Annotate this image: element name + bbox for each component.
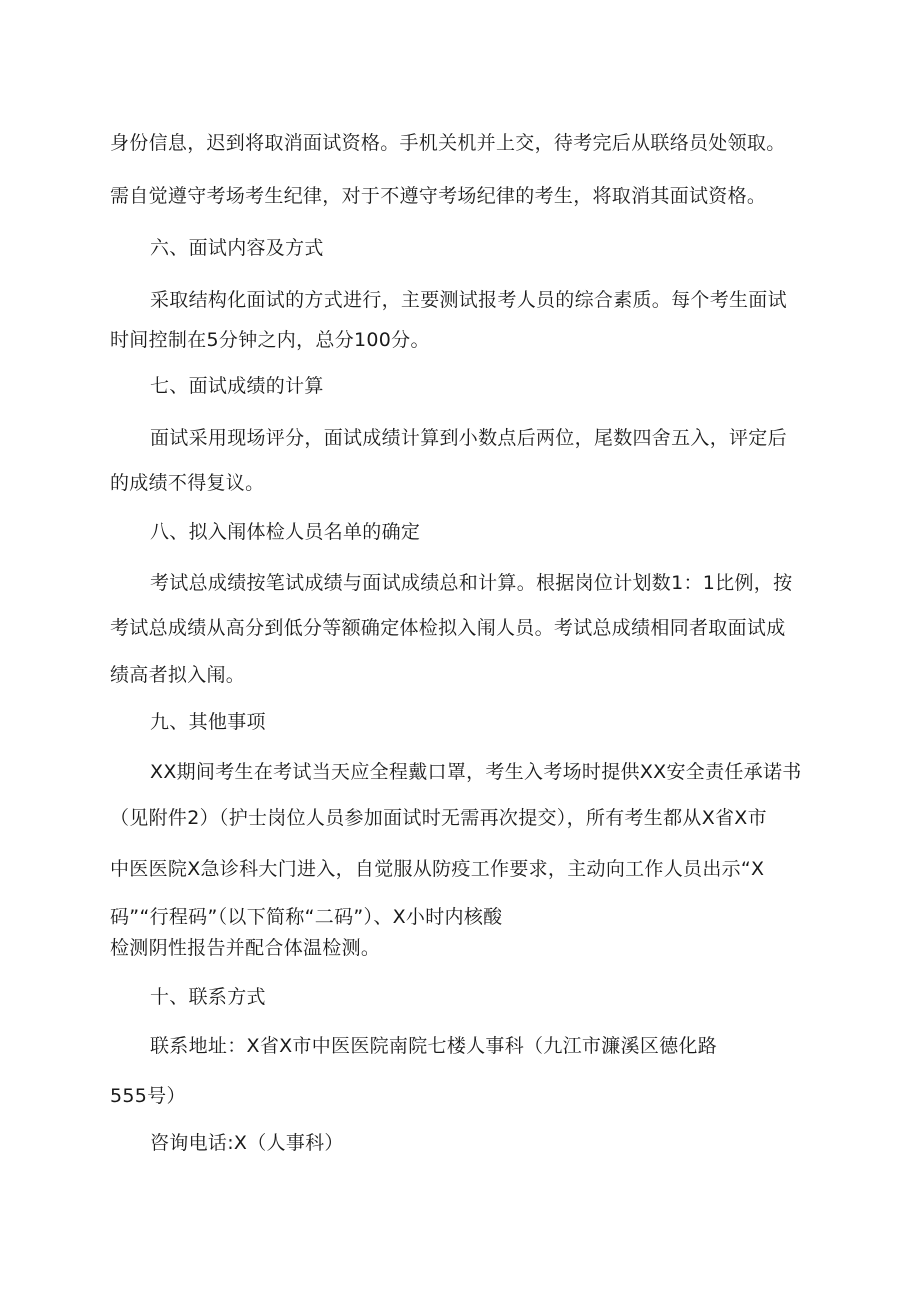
paragraph-line: （见附件2）（护士岗位人员参加面试时无需再次提交），所有考生都从X省X市 [110,807,767,829]
paragraph-line: 面试采用现场评分，面试成绩计算到小数点后两位，尾数四舍五入，评定后 [150,427,787,449]
section-heading-7: 七、面试成绩的计算 [150,375,324,397]
section-heading-6: 六、面试内容及方式 [150,237,324,259]
section-heading-10: 十、联系方式 [150,986,266,1008]
paragraph-line: 时间控制在5分钟之内，总分100分。 [110,329,430,351]
contact-phone-line: 咨询电话:X（人事科） [150,1132,344,1154]
paragraph-line: 采取结构化面试的方式进行，主要测试报考人员的综合素质。每个考生面试 [150,289,787,311]
paragraph-line: 需自觉遵守考场考生纪律，对于不遵守考场纪律的考生，将取消其面试资格。 [110,185,767,207]
paragraph-line: XX期间考生在考试当天应全程戴口罩，考生入考场时提供XX安全责任承诺书 [150,761,802,783]
section-heading-8: 八、拟入闱体检人员名单的确定 [150,521,421,543]
contact-address-line: 联系地址：X省X市中医医院南院七楼人事科（九江市濂溪区德化路 [150,1035,718,1057]
paragraph-line: 检测阴性报告并配合体温检测。 [110,937,381,959]
paragraph-line: 绩高者拟入闱。 [110,664,246,686]
paragraph-line: 的成绩不得复议。 [110,472,265,494]
paragraph-line: 考试总成绩从高分到低分等额确定体检拟入闱人员。考试总成绩相同者取面试成 [110,617,786,639]
paragraph-line: 身份信息，迟到将取消面试资格。手机关机并上交，待考完后从联络员处领取。 [110,132,786,154]
paragraph-line: 码”“行程码”（以下简称“二码”）、X小时内核酸 [110,906,503,928]
section-heading-9: 九、其他事项 [150,711,266,733]
paragraph-line: 考试总成绩按笔试成绩与面试成绩总和计算。根据岗位计划数1：1比例，按 [150,572,793,594]
contact-address-line: 555号） [110,1085,186,1107]
paragraph-line: 中医医院X急诊科大门进入，自觉服从防疫工作要求，主动向工作人员出示“X [110,858,765,880]
